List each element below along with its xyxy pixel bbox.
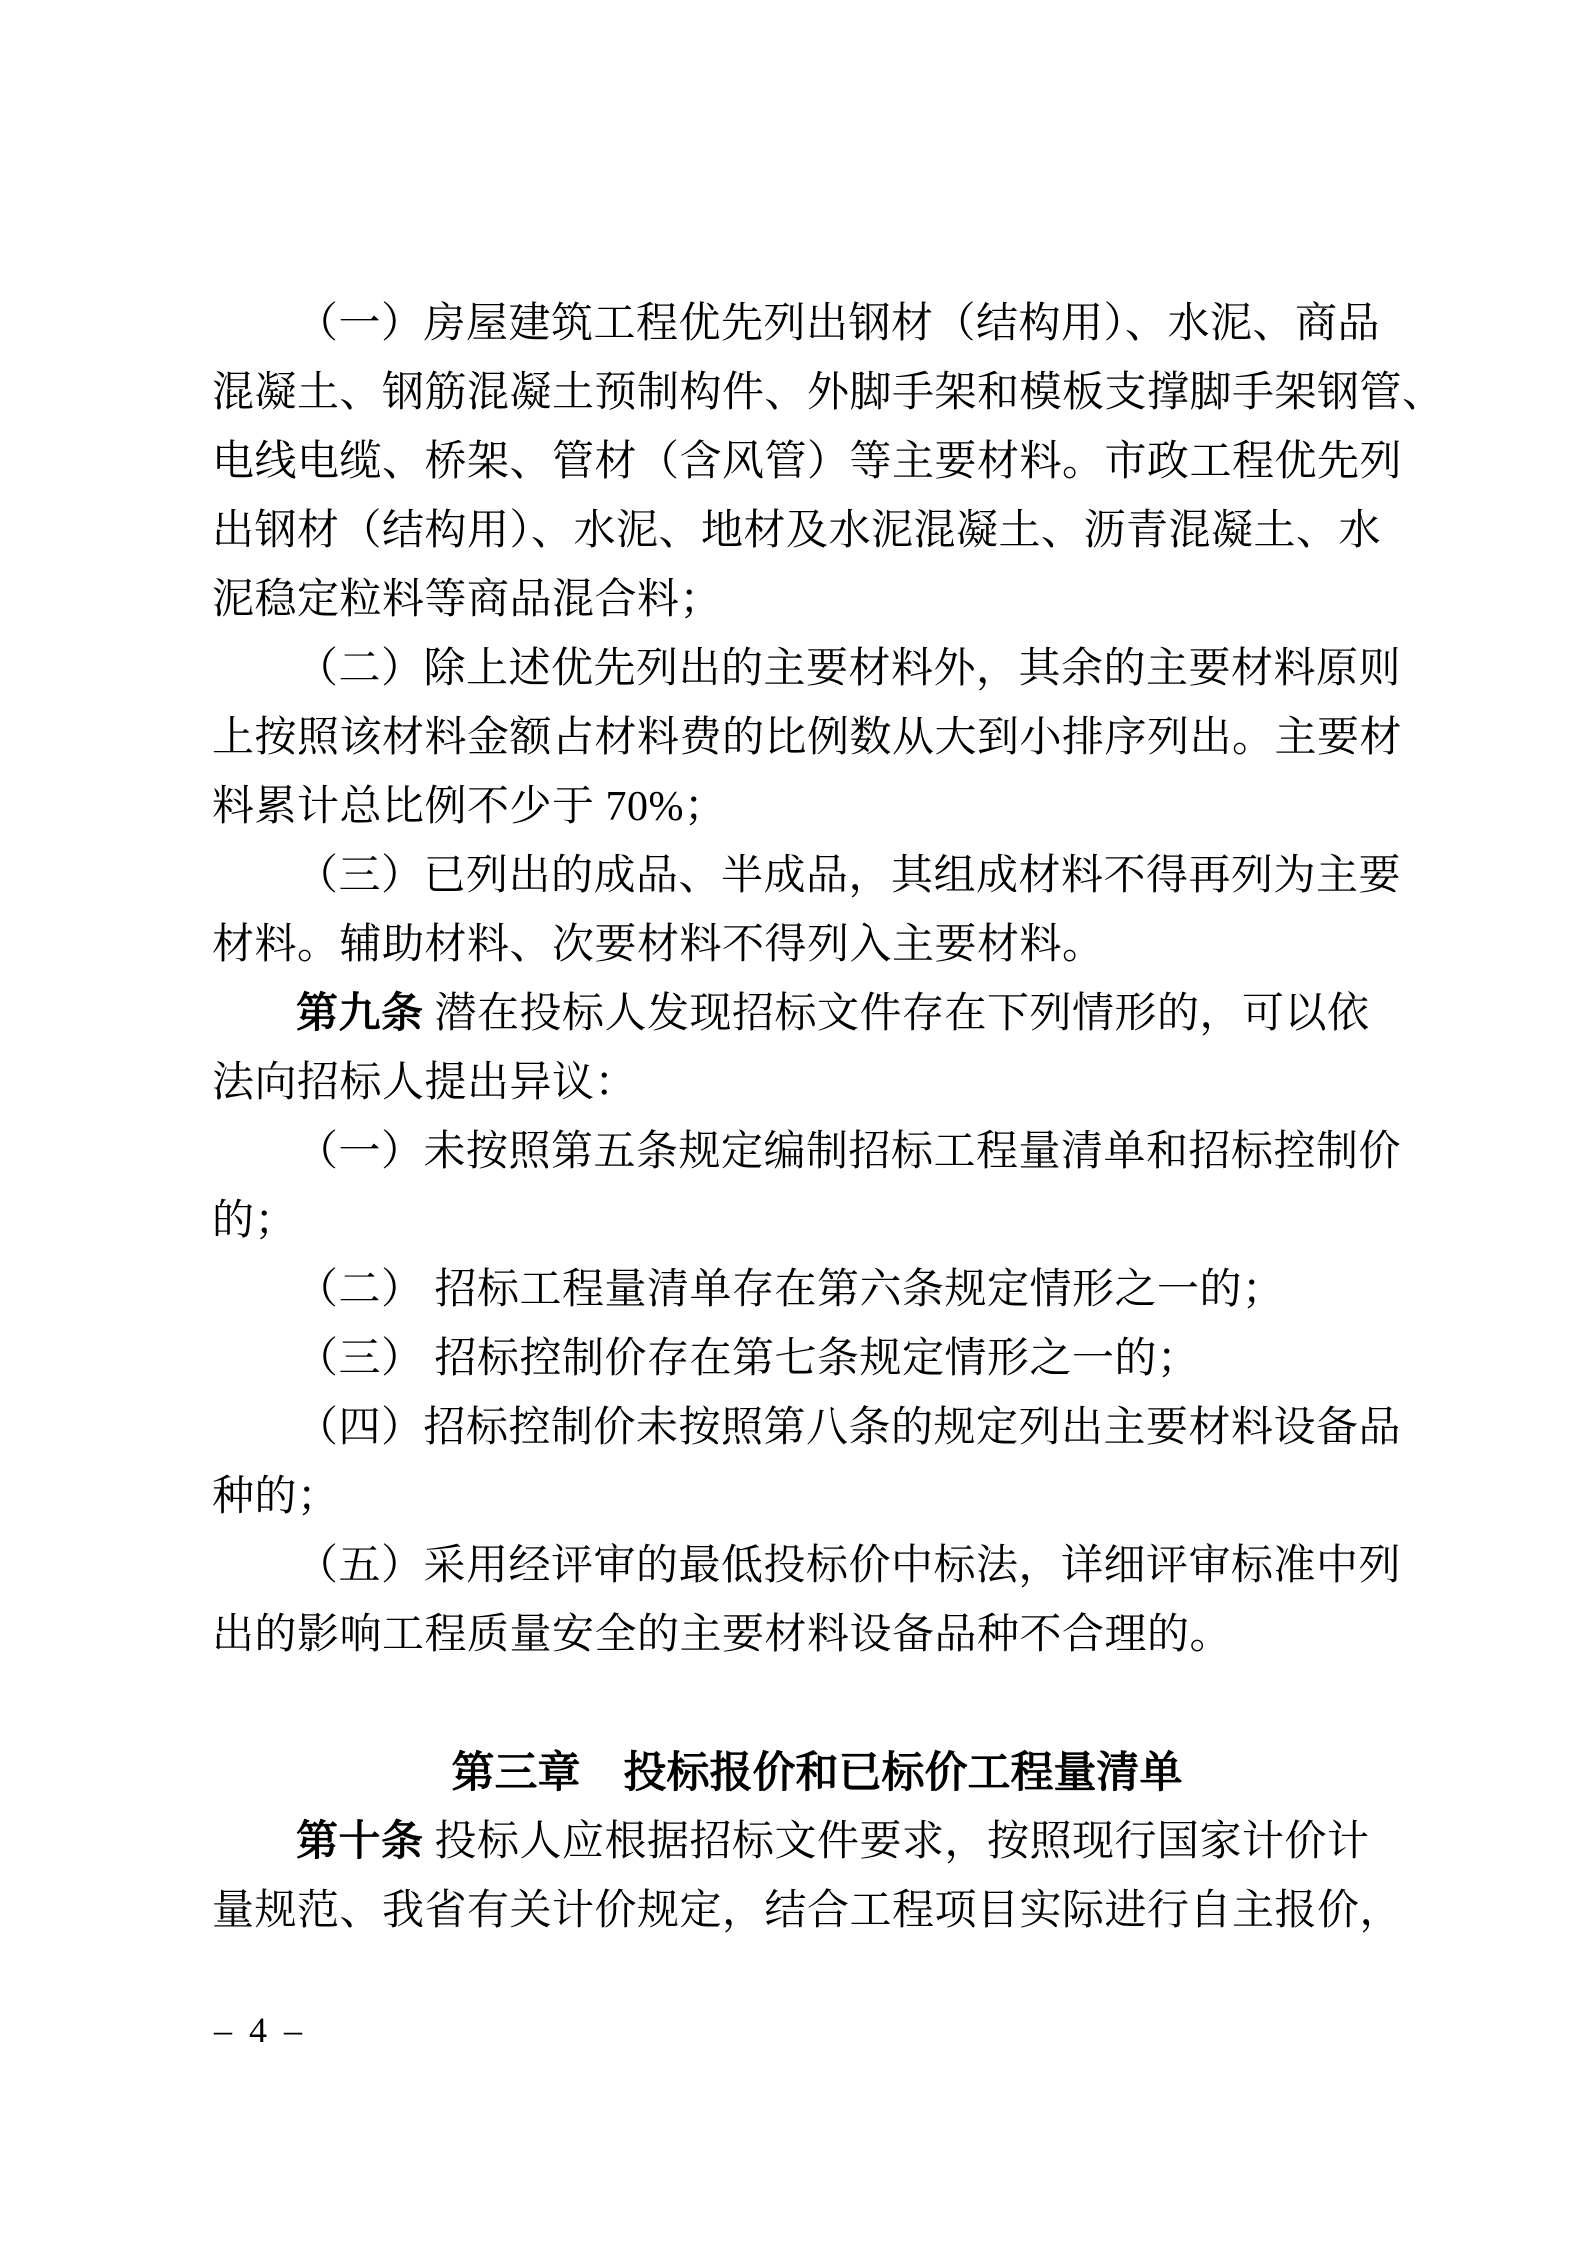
paragraph [212,635,1422,842]
paragraph [212,290,1445,635]
text-line [212,1325,1422,1394]
text-run: 量规范、我省有关计价规定，结合工程项目实际进行自主报价， [212,1888,1403,1934]
text-run: 电线电缆、桥架、管材（含风管）等主要材料。市政工程优先列 [212,439,1403,485]
text-line [212,1532,1422,1601]
text-run: 种的； [212,1474,340,1520]
text-line [212,359,1445,428]
text-line [212,842,1422,911]
paragraph [212,842,1422,980]
article-number: 第九条 [296,991,424,1037]
text-run: （二）除上述优先列出的主要材料外，其余的主要材料原则 [296,646,1402,692]
text-run: 出的影响工程质量安全的主要材料设备品种不合理的。 [212,1612,1233,1658]
text-run: 材料。辅助材料、次要材料不得列入主要材料。 [212,922,1105,968]
text-run: （二） 招标工程量清单存在第六条规定情形之一的； [296,1267,1285,1313]
text-line [212,773,1422,842]
text-line [212,566,1422,635]
text-run: （四）招标控制价未按照第八条的规定列出主要材料设备品 [296,1405,1402,1451]
text-run: 上按照该材料金额占材料费的比例数从大到小排序列出。主要材 [212,715,1403,761]
text-line [212,980,1422,1049]
text-run: 法向招标人提出异议： [212,1060,638,1106]
document-body [212,290,1445,1946]
text-run: 泥稳定粒料等商品混合料； [212,577,723,623]
paragraph [212,1118,1422,1256]
text-line [212,704,1422,773]
text-line [212,1187,1422,1256]
text-run: 投标人应根据招标文件要求，按照现行国家计价计 [423,1819,1370,1865]
article-number: 第十条 [296,1819,424,1865]
text-line [212,290,1422,359]
text-line [212,1049,1422,1118]
text-run: （三）已列出的成品、半成品，其组成材料不得再列为主要 [296,853,1402,899]
paragraph [212,1808,1422,1946]
text-line [212,497,1422,566]
page-number: – 4 – [214,2010,302,2050]
paragraph [212,980,1422,1118]
text-line [212,1808,1422,1877]
text-line [212,1877,1422,1946]
text-run: （一）房屋建筑工程优先列出钢材（结构用）、水泥、商品 [296,301,1381,347]
text-line [212,1601,1422,1670]
text-line [212,911,1422,980]
text-run: 出钢材（结构用）、水泥、地材及水泥混凝土、沥青混凝土、水 [212,508,1382,554]
text-run: 的； [212,1198,298,1244]
chapter-heading: 第三章 投标报价和已标价工程量清单 [451,1749,1183,1797]
paragraph [212,1325,1422,1394]
paragraph [212,1532,1422,1670]
text-line [212,428,1422,497]
text-line [212,1463,1422,1532]
text-line [212,1394,1422,1463]
text-run: （五）采用经评审的最低投标价中标法，详细评审标准中列 [296,1543,1402,1589]
text-run: 混凝土、钢筋混凝土预制构件、外脚手架和模板支撑脚手架钢管、 [212,370,1445,416]
text-run: 潜在投标人发现招标文件存在下列情形的，可以依 [423,991,1370,1037]
text-run: （一）未按照第五条规定编制招标工程量清单和招标控制价 [296,1129,1402,1175]
text-line [212,1118,1422,1187]
text-line [212,1256,1422,1325]
paragraph [212,1394,1422,1532]
paragraph [212,1256,1422,1325]
text-run: 料累计总比例不少于 70%； [212,784,727,830]
text-line [212,635,1422,704]
text-run: （三） 招标控制价存在第七条规定情形之一的； [296,1336,1200,1382]
